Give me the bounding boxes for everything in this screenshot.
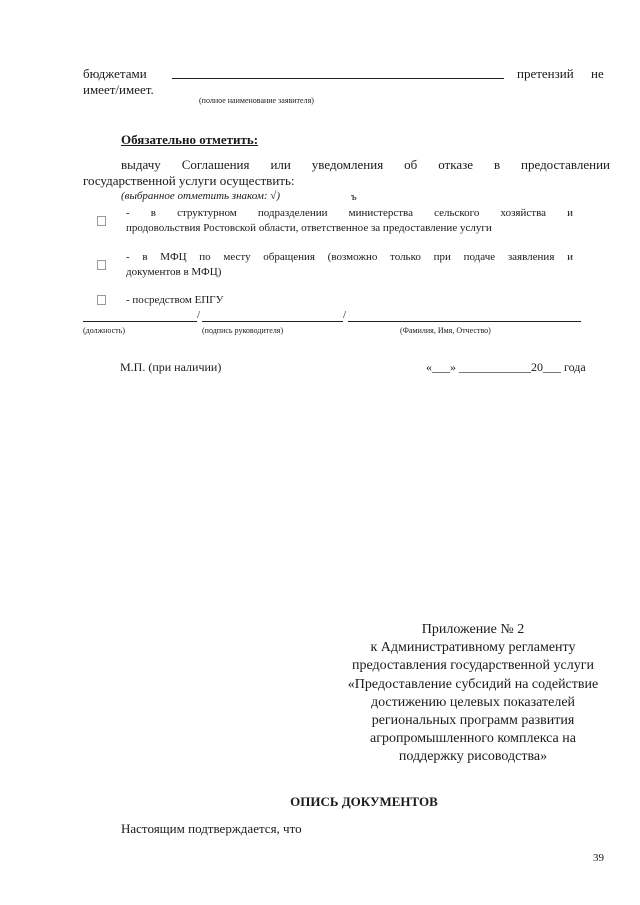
- stamp-label: М.П. (при наличии): [120, 360, 222, 374]
- applicant-name-line[interactable]: [172, 78, 504, 79]
- appendix-line: Приложение № 2: [421, 622, 525, 637]
- signature-slash-2: /: [343, 309, 347, 321]
- inventory-intro: Настоящим подтверждается, что: [121, 821, 302, 836]
- appendix-line: «Предоставление субсидий на содействие: [347, 676, 599, 692]
- option-mfc-checkbox[interactable]: [97, 260, 106, 270]
- issue-word: уведомления: [311, 157, 384, 172]
- sign-caption: (подпись руководителя): [202, 326, 284, 335]
- appendix-line: к Административному регламенту: [370, 640, 576, 656]
- option-epgu-checkbox[interactable]: [97, 295, 106, 305]
- issue-word: выдачу: [121, 157, 161, 172]
- issue-word: предоставлении: [521, 157, 610, 172]
- option-structural-line-2: продовольствия Ростовской области, ответственное за предоставление услуги: [126, 222, 492, 234]
- option-structural-line-1: - в структурном подразделении министерства сельского хозяйства и: [126, 207, 573, 219]
- fio-caption: (Фамилия, Имя, Отчество): [400, 326, 491, 335]
- appendix-line: агропромышленного комплекса на: [370, 731, 576, 747]
- issue-line-2: государственной услуги осуществить:: [83, 173, 295, 188]
- appendix-line: достижению целевых показателей: [370, 694, 576, 710]
- mark-hint: (выбранное отметить знаком: √): [121, 190, 281, 202]
- option-mfc-line-1: - в МФЦ по месту обращения (возможно только при подаче заявления и: [126, 251, 573, 263]
- claims-label: претензий: [517, 66, 574, 81]
- date-field[interactable]: «___» ____________20___ года: [426, 360, 586, 374]
- appendix-block: [330, 621, 616, 767]
- signature-slash-1: /: [197, 309, 201, 321]
- position-caption: (должность): [83, 326, 125, 335]
- option-mfc-line-2: документов в МФЦ): [126, 266, 222, 278]
- issue-word: отказе: [438, 157, 473, 172]
- inventory-title: ОПИСЬ ДОКУМЕНТОВ: [290, 794, 438, 809]
- signature-line[interactable]: [202, 321, 343, 322]
- issue-word: Соглашения: [181, 157, 250, 172]
- not-label: не: [591, 66, 604, 81]
- mandatory-heading: Обязательно отметить:: [121, 132, 259, 147]
- fio-line[interactable]: [348, 321, 581, 322]
- appendix-line: поддержку рисоводства»: [398, 749, 548, 765]
- issue-word: об: [404, 157, 418, 172]
- issue-line-1: [121, 157, 610, 173]
- appendix-line: региональных программ развития: [371, 713, 575, 729]
- position-line[interactable]: [83, 321, 197, 322]
- issue-word: или: [270, 157, 291, 172]
- budgets-label: бюджетами: [83, 66, 147, 81]
- applicant-caption: (полное наименование заявителя): [199, 96, 314, 105]
- issue-word: в: [493, 157, 501, 172]
- option-structural-checkbox[interactable]: [97, 216, 106, 226]
- stray-glyph: ъ: [351, 191, 357, 203]
- option-epgu-label: - посредством ЕПГУ: [126, 294, 224, 306]
- appendix-line: предоставления государственной услуги: [352, 658, 594, 674]
- has-has-not-text: имеет/имеет.: [83, 82, 154, 97]
- page-number: 39: [593, 852, 604, 864]
